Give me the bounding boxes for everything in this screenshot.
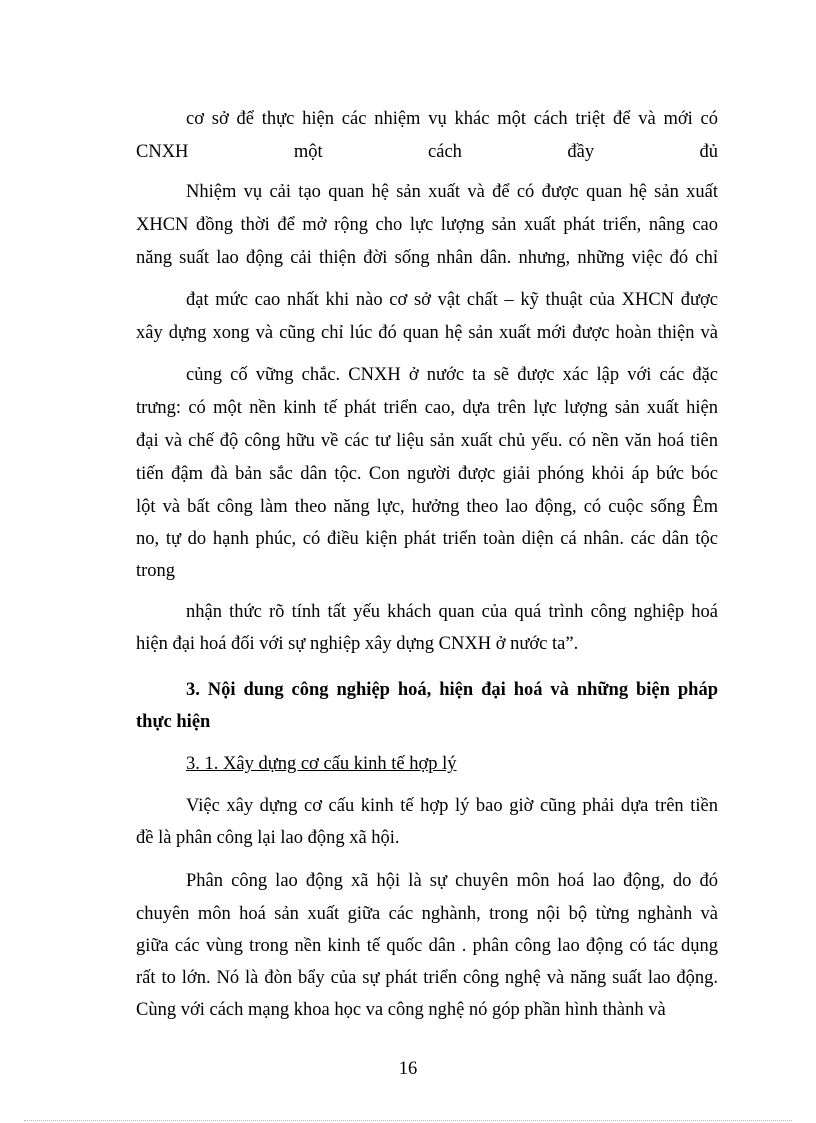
text-line: Nhiệm vụ cải tạo quan hệ sản xuất và để có được quan hệ sản xuất bbox=[186, 182, 718, 202]
text-line: rất to lớn. Nó là đòn bẩy của sự phát triển công nghệ và năng suất lao động. bbox=[136, 968, 718, 988]
section-heading: thực hiện bbox=[136, 712, 211, 732]
text-line: năng suất lao động cải thiện đời sống nhân dân. nhưng, những việc đó chỉ bbox=[136, 248, 718, 268]
subsection-heading: 3. 1. Xây dựng cơ cấu kinh tế hợp lý bbox=[186, 754, 457, 774]
text-line: nhận thức rõ tính tất yếu khách quan của quá trình công nghiệp hoá bbox=[186, 602, 718, 622]
text-line: trưng: có một nền kinh tế phát triển cao, dựa trên lực lượng sản xuất hiện bbox=[136, 398, 718, 418]
text-line: no, tự do hạnh phúc, có điều kiện phát triển toàn diện cá nhân. các dân tộc bbox=[136, 529, 718, 549]
text-line: đề là phân công lại lao động xã hội. bbox=[136, 828, 400, 848]
text-line: Cùng với cách mạng khoa học va công nghệ nó góp phần hình thành và bbox=[136, 1000, 666, 1020]
text-line: CNXH một cách đầy đủ bbox=[136, 142, 718, 162]
page-number: 16 bbox=[398, 1059, 418, 1079]
text-line: đại và chế độ công hữu về các tư liệu sản xuất chủ yếu. có nền văn hoá tiên bbox=[136, 431, 718, 451]
text-line: hiện đại hoá đối với sự nghiệp xây dựng CNXH ở nước ta”. bbox=[136, 634, 579, 654]
text-line: giữa các vùng trong nền kinh tế quốc dân . phân công lao động có tác dụng bbox=[136, 936, 718, 956]
text-line: cơ sở để thực hiện các nhiệm vụ khác một cách triệt để và mới có bbox=[186, 109, 718, 129]
text-line: lột và bất công làm theo năng lực, hưởng theo lao động, có cuộc sống Êm bbox=[136, 497, 718, 517]
section-heading: 3. Nội dung công nghiệp hoá, hiện đại hoá và những biện pháp bbox=[186, 680, 718, 700]
text-line: chuyên môn hoá sản xuất giữa các nghành, trong nội bộ từng nghành và bbox=[136, 904, 718, 924]
text-line: xây dựng xong và cũng chỉ lúc đó quan hệ sản xuất mới được hoàn thiện và bbox=[136, 323, 718, 343]
text-line: XHCN đồng thời để mở rộng cho lực lượng sản xuất phát triển, nâng cao bbox=[136, 215, 718, 235]
text-line: Việc xây dựng cơ cấu kinh tế hợp lý bao giờ cũng phải dựa trên tiền bbox=[186, 796, 718, 816]
text-line: Phân công lao động xã hội là sự chuyên môn hoá lao động, do đó bbox=[186, 871, 718, 891]
text-line: củng cố vững chắc. CNXH ở nước ta sẽ được xác lập với các đặc bbox=[186, 365, 718, 385]
text-line: trong bbox=[136, 561, 176, 581]
text-line: tiến đậm đà bản sắc dân tộc. Con người được giải phóng khỏi áp bức bóc bbox=[136, 464, 718, 484]
bottom-dotted-rule bbox=[24, 1120, 792, 1121]
text-line: đạt mức cao nhất khi nào cơ sở vật chất – kỹ thuật của XHCN được bbox=[186, 290, 718, 310]
